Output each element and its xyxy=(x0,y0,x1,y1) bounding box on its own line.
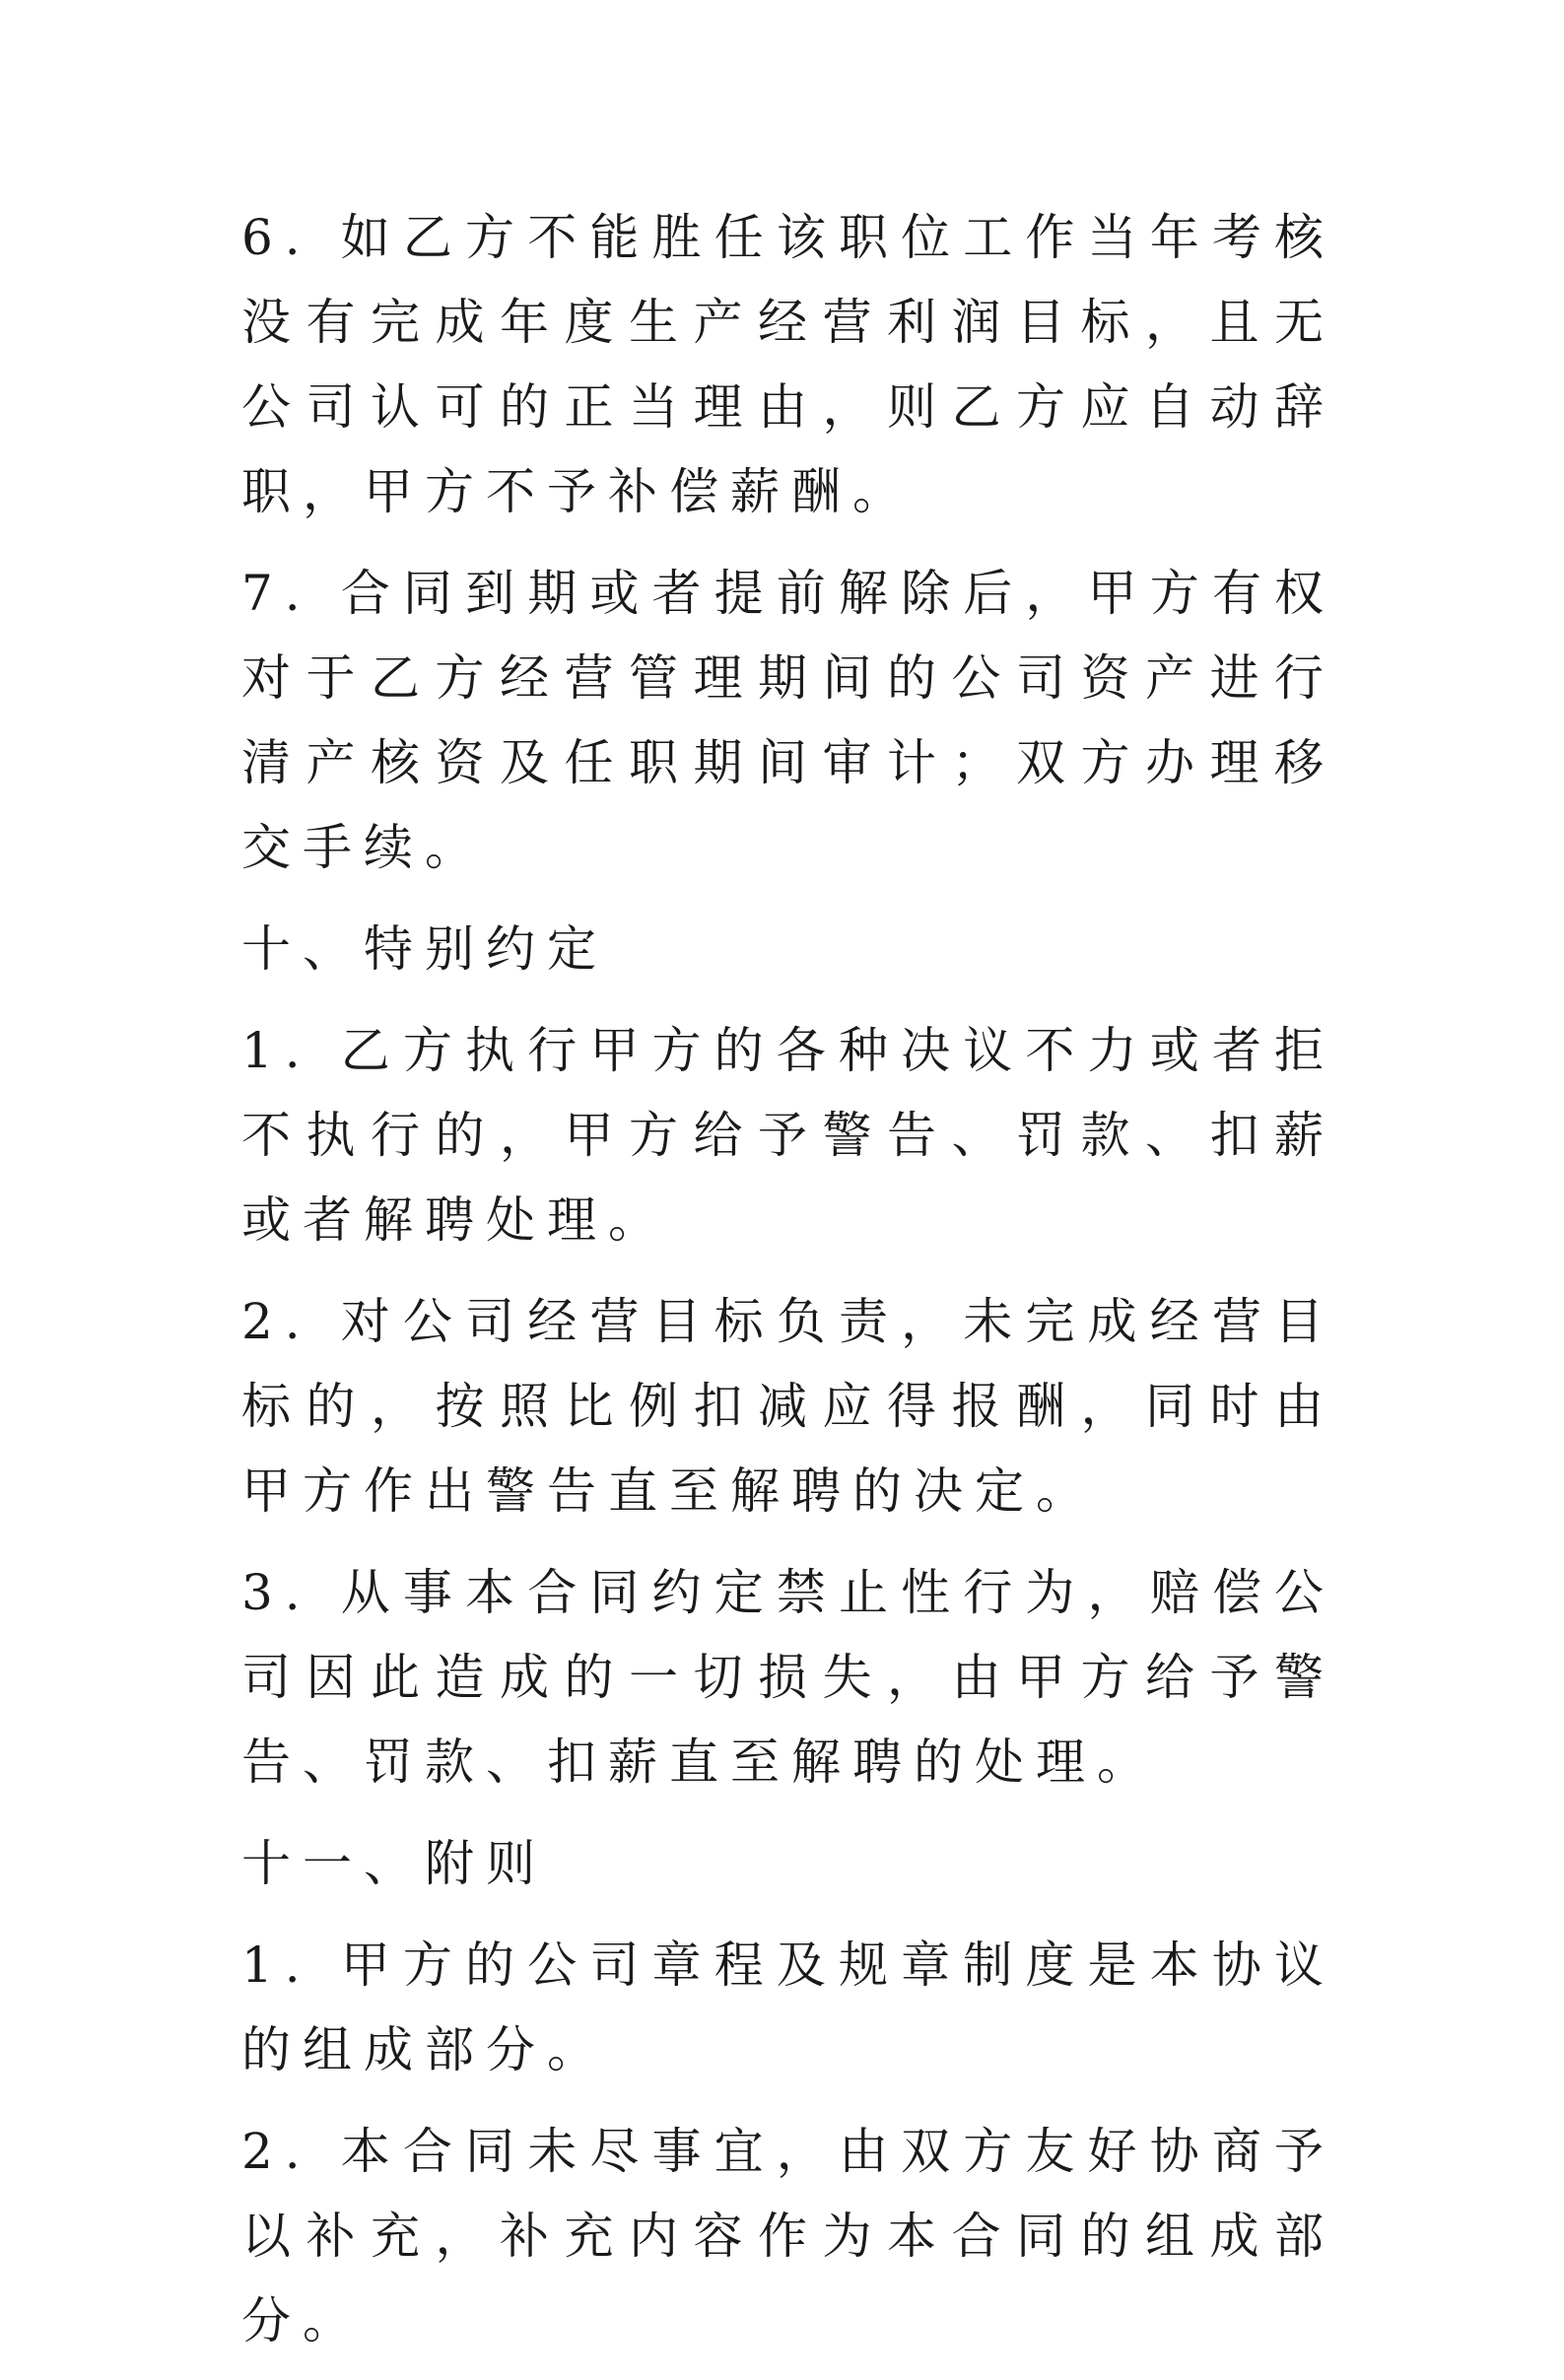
clause-7: 7. 合同到期或者提前解除后，甲方有权对于乙方经营管理期间的公司资产进行清产核资及任职期间审计；双方办理移交手续。 xyxy=(241,565,1335,876)
section-10-title: 十、特别约定 xyxy=(241,920,608,978)
section-10-item-3: 3. 从事本合同约定禁止性行为，赔偿公司因此造成的一切损失，由甲方给予警告、罚款、扣薪直至解聘的处理。 xyxy=(241,1564,1335,1791)
clause-6: 6. 如乙方不能胜任该职位工作当年考核没有完成年度生产经营利润目标，且无公司认可的正当理由，则乙方应自动辞职，甲方不予补偿薪酬。 xyxy=(241,209,1335,520)
section-11-title: 十一、附则 xyxy=(241,1835,547,1892)
section-10-item-1: 1. 乙方执行甲方的各种决议不力或者拒不执行的，甲方给予警告、罚款、扣薪或者解聘处理。 xyxy=(241,1022,1335,1249)
section-10-item-2: 2. 对公司经营目标负责，未完成经营目标的，按照比例扣减应得报酬，同时由甲方作出警告直至解聘的决定。 xyxy=(241,1293,1335,1520)
section-11-item-2: 2. 本合同未尽事宜，由双方友好协商予以补充，补充内容作为本合同的组成部分。 xyxy=(241,2123,1335,2349)
section-11-item-1: 1. 甲方的公司章程及规章制度是本协议的组成部分。 xyxy=(241,1937,1335,2078)
document-page xyxy=(241,195,1335,2380)
